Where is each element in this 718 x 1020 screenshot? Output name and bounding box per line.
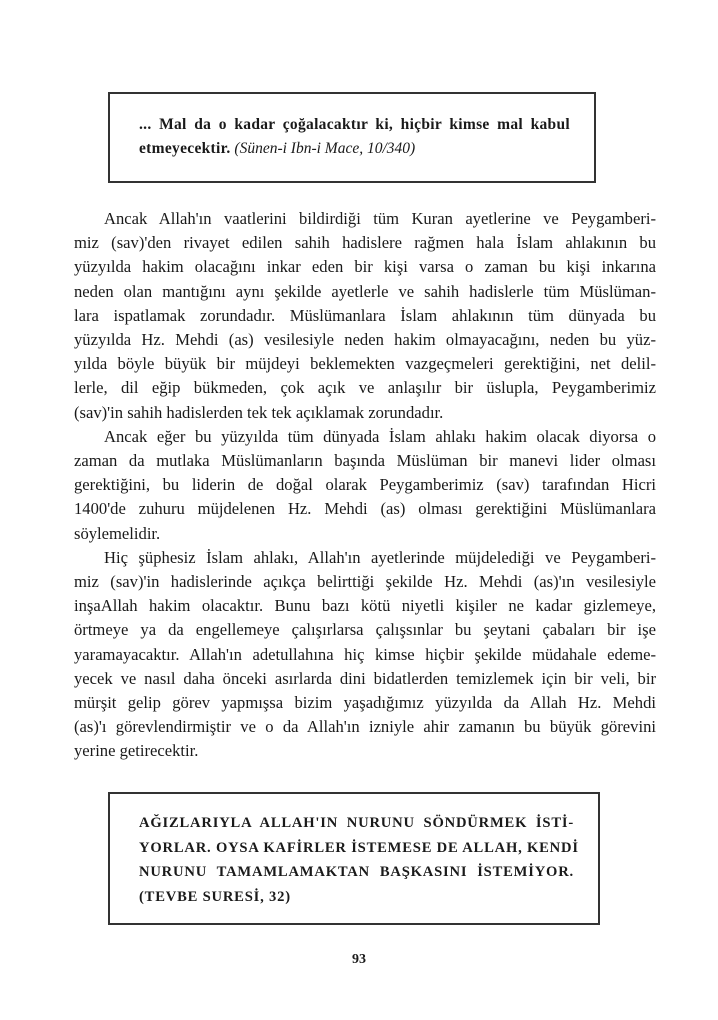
paragraph-line: örtmeye ya da engellemeye çalışırlarsa çalışsınlar bu şeytani çabaları bir işe <box>74 620 656 640</box>
paragraph-3 <box>74 546 656 764</box>
verse-citation: (TEVBE SURESİ, 32) <box>139 888 291 905</box>
verse-quote-box <box>108 792 600 925</box>
paragraph-line: gerektiğini, bu liderin de doğal olarak Peygamberimiz (sav) tarafından Hicri <box>74 475 656 495</box>
paragraph-line: inşaAllah hakim olacaktır. Bunu bazı kötü niyetli kişiler ne kadar gizlemeye, <box>74 596 656 616</box>
paragraph-line: lara ispatlamak zorundadır. Müslümanlara İslam ahlakının tüm dünyada bu <box>74 305 656 325</box>
body-text <box>74 207 656 764</box>
paragraph-line: zaman da mutlaka Müslümanların başında Müslüman bir manevi lider olması <box>74 451 656 471</box>
paragraph-line: Hiç şüphesiz İslam ahlakı, Allah'ın ayetlerinde müjdelediği ve Peygamberi- <box>104 547 656 567</box>
page-number: 93 <box>352 952 366 967</box>
paragraph-line: miz (sav)'den rivayet edilen sahih hadislere rağmen hala İslam ahlakının bu <box>74 233 656 253</box>
verse-line: AĞIZLARIYLA ALLAH'IN NURUNU SÖNDÜRMEK İSTİ- <box>139 815 574 831</box>
paragraph-line: neden olan mantığını aynı şekilde ayetlerle ve sahih hadislerle tüm Müslüman- <box>74 281 656 301</box>
paragraph-line: lerle, dil eğip bükmeden, çok açık ve anlaşılır bir üslupla, Peygamberimiz <box>74 378 656 398</box>
paragraph-1 <box>74 207 656 425</box>
paragraph-line: yüzyılda Hz. Mehdi (as) vesilesiyle neden hakim olmayacağını, neden bu yüz- <box>74 330 656 350</box>
paragraph-2 <box>74 425 656 546</box>
paragraph-line: yaramayacaktır. Allah'ın adetullahına hiç kimse hiçbir şekilde müdahale edeme- <box>74 644 656 664</box>
hadith-quote-line-1: ... Mal da o kadar çoğalacaktır ki, hiçbir kimse mal kabul <box>139 116 570 133</box>
paragraph-line: mürşit gelip görev yapmışsa bizim yaşadığımız yüzyılda da Allah Hz. Mehdi <box>74 693 656 713</box>
paragraph-line: (sav)'in sahih hadislerden tek tek açıklamak zorundadır. <box>74 402 444 422</box>
paragraph-line: 1400'de zuhuru müjdelenen Hz. Mehdi (as) olması gerektiğini Müslümanlara <box>74 499 656 519</box>
paragraph-line: miz (sav)'in hadislerinde açıkça belirttiği şekilde Hz. Mehdi (as)'ın vesilesiyle <box>74 572 656 592</box>
paragraph-line: yüzyılda hakim olacağını inkar eden bir kişi varsa o zaman bu kişi inkarına <box>74 257 656 277</box>
hadith-quote-text <box>139 113 570 161</box>
paragraph-line: Ancak Allah'ın vaatlerini bildirdiği tüm Kuran ayetlerine ve Peygamberi- <box>104 209 656 228</box>
paragraph-line: yecek ve nasıl daha önceki asırlarda dini bidatlerden temizlemek için bir veli, bir <box>74 668 656 688</box>
hadith-citation: (Sünen-i Ibn-i Mace, 10/340) <box>234 140 416 157</box>
verse-line: YORLAR. OYSA KAFİRLER İSTEMESE DE ALLAH, KENDİ <box>139 839 579 856</box>
paragraph-line: yılda böyle büyük bir müjdeyi beklemekten vazgeçmeleri gerektiğini, net delil- <box>74 354 656 374</box>
hadith-quote-line-2: etmeyecektir. <box>139 140 231 157</box>
hadith-quote-box <box>108 92 596 183</box>
verse-line: NURUNU TAMAMLAMAKTAN BAŞKASINI İSTEMİYOR. <box>139 864 574 880</box>
verse-quote-text <box>139 811 579 909</box>
paragraph-line: yerine getirecektir. <box>74 741 199 761</box>
paragraph-line: Ancak eğer bu yüzyılda tüm dünyada İslam ahlakı hakim olacak diyorsa o <box>104 426 656 446</box>
paragraph-line: söylemelidir. <box>74 523 161 543</box>
paragraph-line: (as)'ı görevlendirmiştir ve o da Allah'ın izniyle ahir zamanın bu büyük görevini <box>74 717 656 737</box>
